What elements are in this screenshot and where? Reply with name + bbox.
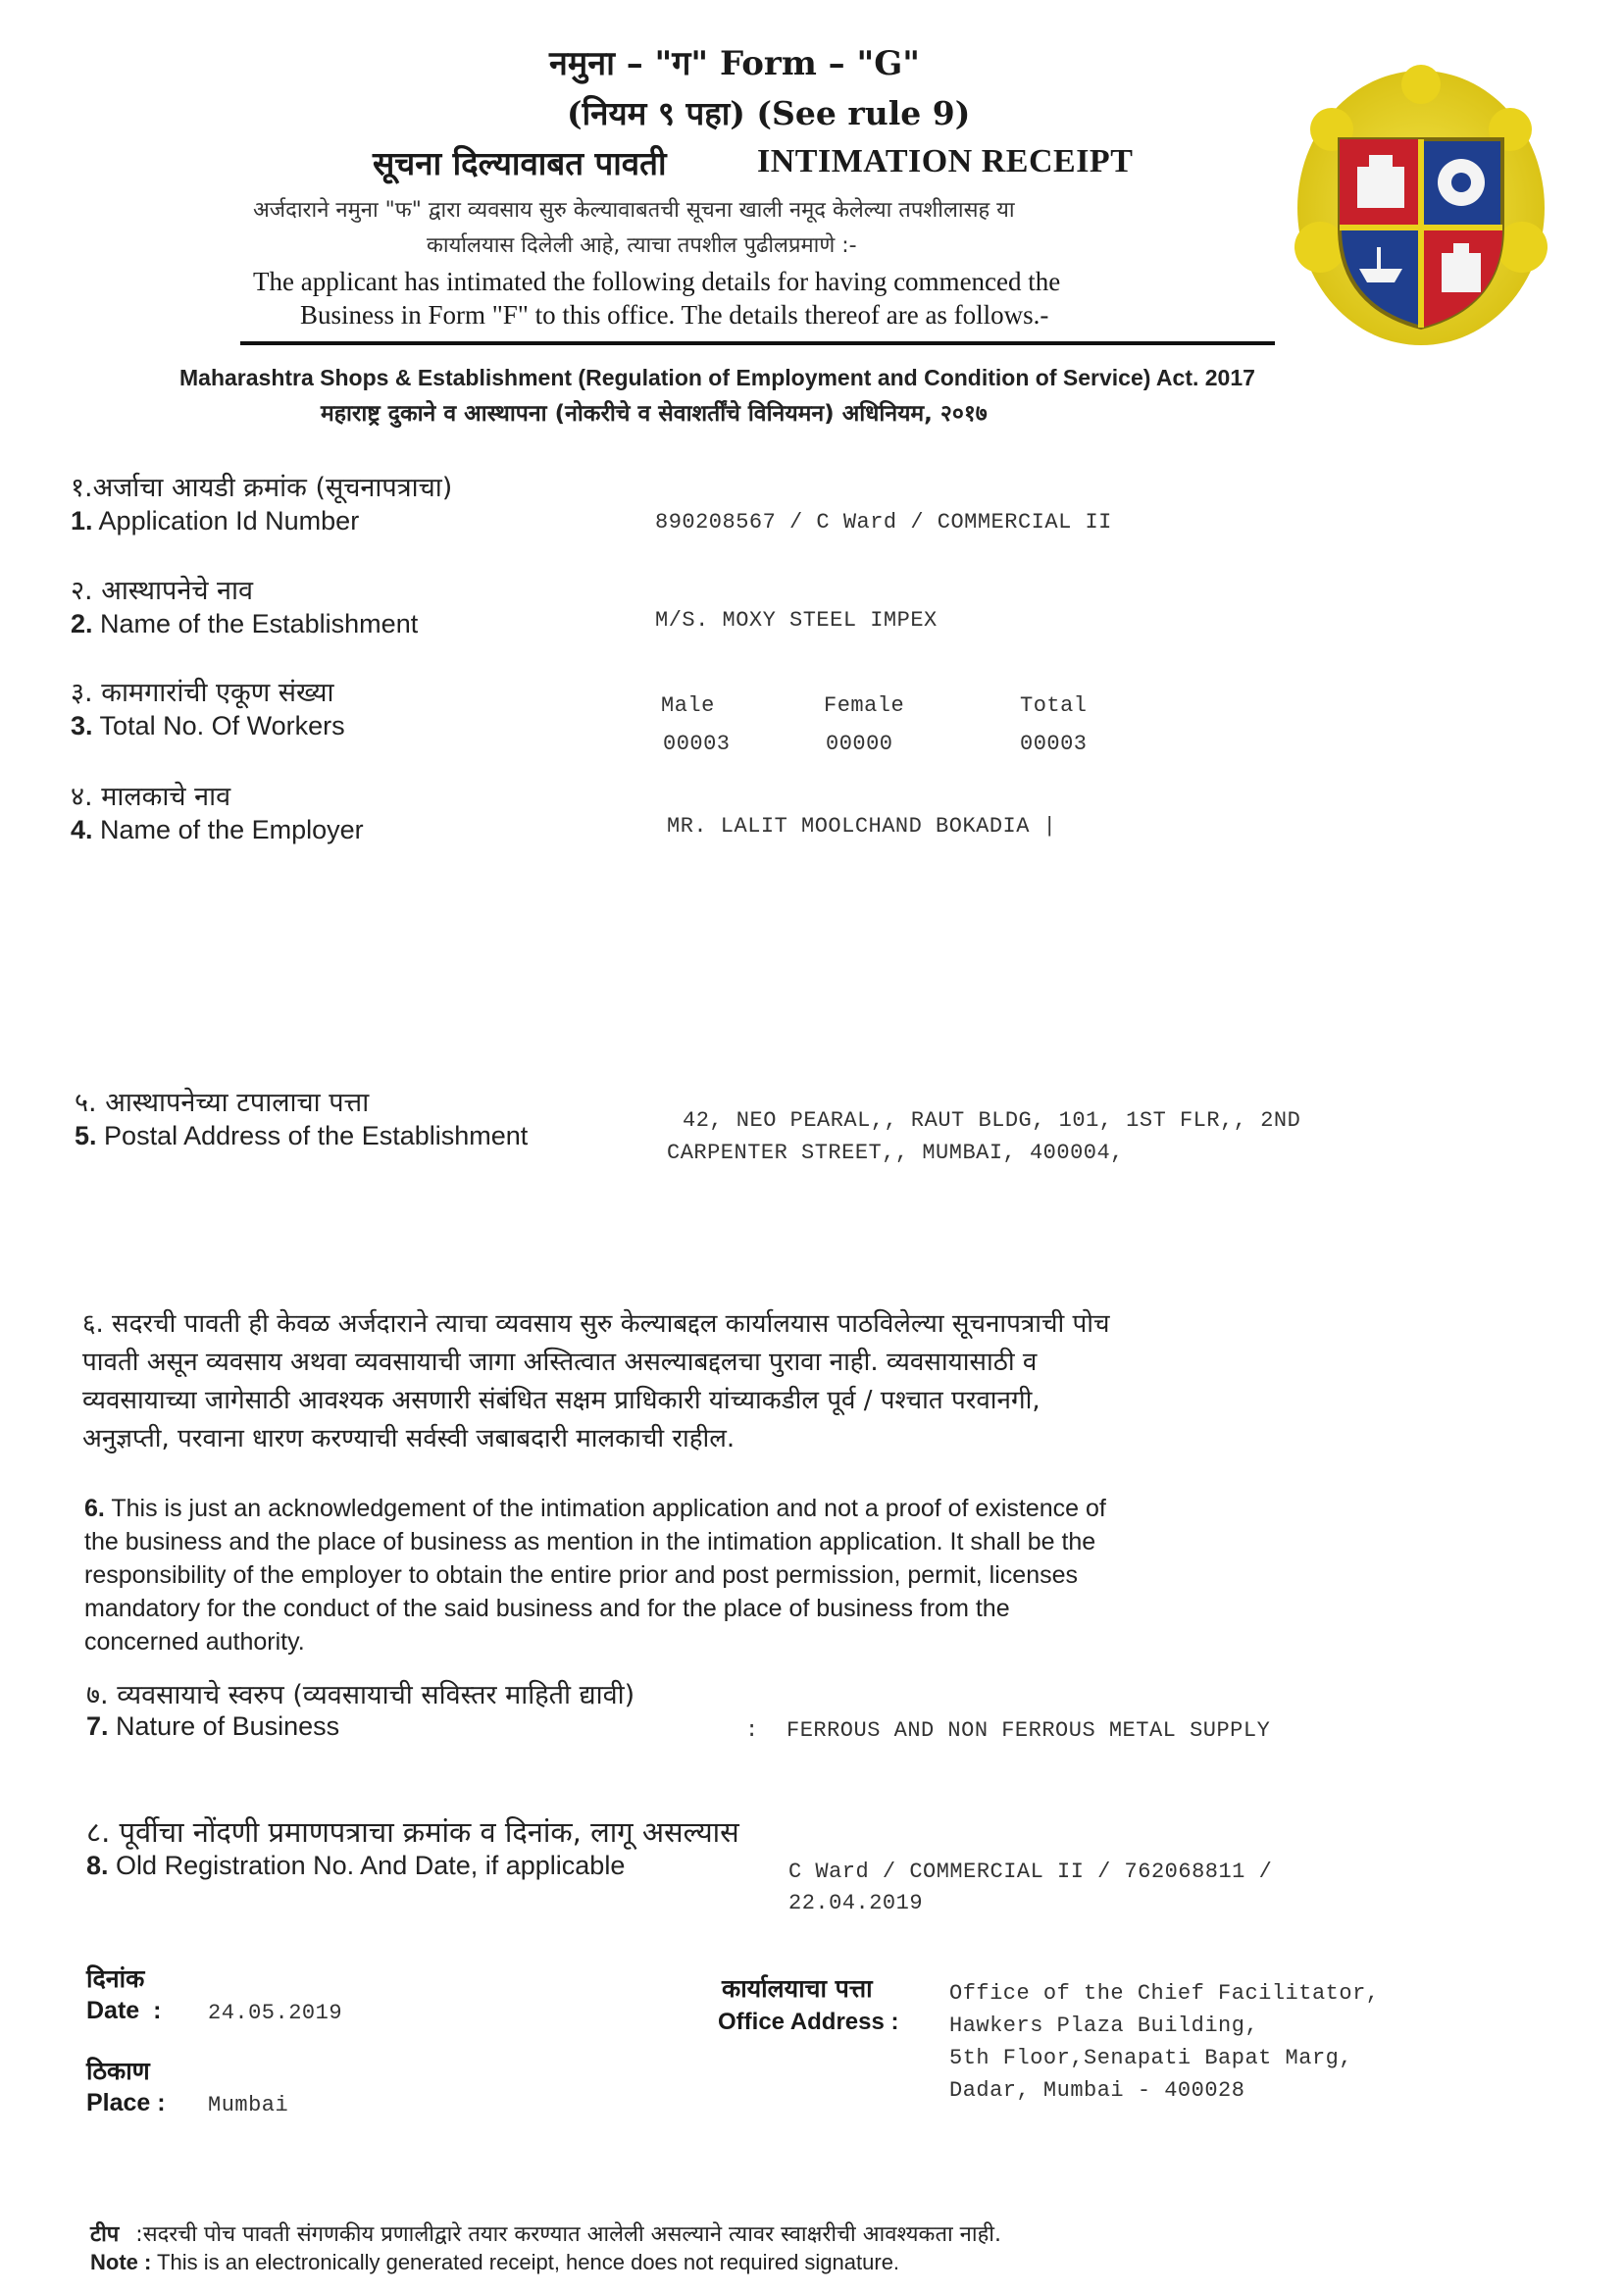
date-label-marathi: दिनांक [86, 1964, 145, 1993]
intro-marathi-1: अर्जदाराने नमुना "फ" द्वारा व्यवसाय सुरु केल्यावाबतची सूचना खाली नमूद केलेल्या तपशीलासह या [253, 198, 1015, 223]
field-3-label-text: Total No. Of Workers [99, 711, 345, 740]
field-2-label-marathi: २. आस्थापनेचे नाव [71, 576, 254, 606]
employer-name-value: MR. LALIT MOOLCHAND BOKADIA | [667, 814, 1057, 839]
field-1-label-marathi: १.अर्जाचा आयडी क्रमांक (सूचनापत्राचा) [71, 473, 453, 503]
field-4-label-marathi: ४. मालकाचे नाव [71, 782, 231, 812]
intro-english-1: The applicant has intimated the following details for having commenced the [253, 267, 1061, 296]
form-line: नमुना – "ग" Form – "G" [549, 44, 920, 83]
male-count: 00003 [663, 732, 731, 756]
disclaimer-marathi-3: व्यवसायाच्या जागेसाठी आवश्यक असणारी संबंधित सक्षम प्राधिकारी यांच्याकडील पूर्व / पश्चात परवानगी, [82, 1386, 1040, 1415]
note-english-text: This is an electronically generated receipt, hence does not required signature. [157, 2250, 900, 2274]
note-marathi-text: :सदरची पोच पावती संगणकीय प्रणालीद्वारे तयार करण्यात आलेली असल्याने त्यावर स्वाक्षरीची आवश्यकता नाही. [135, 2222, 1001, 2247]
application-id-value: 890208567 / C Ward / COMMERCIAL II [655, 510, 1112, 535]
field-6-number: 6. [84, 1495, 105, 1522]
office-address-line-1: Office of the Chief Facilitator, [949, 1981, 1380, 2006]
disclaimer-marathi-1: ६. सदरची पावती ही केवळ अर्जदाराने त्याचा व्यवसाय सुरु केल्याबद्दल कार्यालयास पाठविलेल्या सूचनापत्राची पोच [82, 1309, 1110, 1339]
postal-address-line-1: 42, NEO PEARAL,, RAUT BLDG, 101, 1ST FLR,, 2ND [683, 1108, 1301, 1133]
bmc-emblem [1293, 61, 1549, 355]
total-count: 00003 [1020, 732, 1088, 756]
field-4-number: 4. [71, 815, 93, 844]
nature-of-business-value: FERROUS AND NON FERROUS METAL SUPPLY [787, 1718, 1271, 1743]
old-registration-line-1: C Ward / COMMERCIAL II / 762068811 / [788, 1860, 1273, 1884]
disclaimer-english-1 [84, 1493, 1106, 1525]
place-label: Place : [86, 2089, 166, 2116]
field-8-number: 8. [86, 1851, 109, 1880]
field-7-label-marathi: ७. व्यवसायाचे स्वरुप (व्यवसायाची सविस्तर माहिती द्यावी) [86, 1680, 635, 1710]
field-7-label-text: Nature of Business [116, 1711, 340, 1741]
field-7-colon: : [745, 1718, 759, 1743]
office-address-label: Office Address : [718, 2009, 899, 2035]
field-7-label [86, 1711, 339, 1742]
intro-marathi-2: कार्यालयास दिलेली आहे, त्याचा तपशील पुढीलप्रमाणे :- [427, 233, 857, 258]
page-title-marathi: सूचना दिल्यावाबत पावती [373, 144, 667, 182]
header-divider [240, 341, 1275, 345]
note-english [90, 2250, 899, 2275]
note-english-label: Note : [90, 2250, 152, 2274]
field-1-label [71, 506, 359, 536]
disclaimer-english-3: responsibility of the employer to obtain the entire prior and post permission, permit, licenses [84, 1561, 1079, 1589]
place-value: Mumbai [208, 2093, 289, 2117]
date-value: 24.05.2019 [208, 2001, 343, 2025]
field-4-label-text: Name of the Employer [100, 815, 364, 844]
date-label: Date : [86, 1997, 162, 2024]
field-7-number: 7. [86, 1711, 109, 1741]
disclaimer-english-2: the business and the place of business as mention in the intimation application. It shall be the [84, 1528, 1096, 1555]
field-2-label-text: Name of the Establishment [100, 609, 419, 638]
postal-address-line-2: CARPENTER STREET,, MUMBAI, 400004, [667, 1141, 1124, 1165]
female-label: Female [824, 693, 905, 718]
total-label: Total [1020, 693, 1088, 718]
field-3-label [71, 711, 345, 741]
act-title-marathi: महाराष्ट्र दुकाने व आस्थापना (नोकरीचे व सेवाशर्तींचे विनियमन) अधिनियम, २०१७ [321, 401, 988, 427]
office-address-line-3: 5th Floor,Senapati Bapat Marg, [949, 2046, 1353, 2070]
old-registration-line-2: 22.04.2019 [788, 1891, 924, 1915]
field-1-number: 1. [71, 506, 93, 535]
disclaimer-english-1-text: This is just an acknowledgement of the intimation application and not a proof of existence of [104, 1495, 1106, 1522]
field-8-label-text: Old Registration No. And Date, if applicable [116, 1851, 626, 1880]
page-title: INTIMATION RECEIPT [757, 143, 1134, 179]
establishment-name-value: M/S. MOXY STEEL IMPEX [655, 608, 938, 633]
place-label-marathi: ठिकाण [86, 2057, 150, 2085]
field-3-number: 3. [71, 711, 93, 740]
field-1-label-text: Application Id Number [98, 506, 360, 535]
act-title-english: Maharashtra Shops & Establishment (Regulation of Employment and Condition of Service) Act. 2017 [179, 365, 1255, 390]
intro-english-2: Business in Form "F" to this office. The details thereof are as follows.- [300, 300, 1049, 330]
field-5-number: 5. [75, 1121, 97, 1150]
disclaimer-marathi-4: अनुज्ञप्ती, परवाना धारण करण्याची सर्वस्वी जबाबदारी मालकाची राहील. [82, 1424, 736, 1453]
office-address-line-4: Dadar, Mumbai - 400028 [949, 2078, 1245, 2103]
office-address-line-2: Hawkers Plaza Building, [949, 2014, 1259, 2038]
field-5-label-marathi: ५. आस्थापनेच्या टपालाचा पत्ता [75, 1088, 370, 1118]
field-5-label-text: Postal Address of the Establishment [104, 1121, 529, 1150]
female-count: 00000 [826, 732, 893, 756]
disclaimer-marathi-2: पावती असून व्यवसाय अथवा व्यवसायाची जागा अस्तित्वात असल्याबद्दलचा पुरावा नाही. व्यवसायासाठी व [82, 1348, 1038, 1377]
office-address-label-marathi: कार्यालयाचा पत्ता [722, 1974, 873, 2003]
field-8-label-marathi: ८. पूर्वीचा नोंदणी प्रमाणपत्राचा क्रमांक व दिनांक, लागू असल्यास [86, 1815, 739, 1849]
note-marathi-label: टीप [90, 2222, 120, 2247]
note-marathi [90, 2218, 1001, 2248]
field-5-label [75, 1121, 528, 1151]
male-label: Male [661, 693, 715, 718]
field-4-label [71, 815, 364, 845]
disclaimer-english-4: mandatory for the conduct of the said business and for the place of business from the [84, 1595, 1010, 1622]
field-8-label [86, 1851, 625, 1881]
disclaimer-english-5: concerned authority. [84, 1628, 305, 1656]
rule-line: (नियम ९ पहा) (See rule 9) [567, 94, 971, 132]
field-2-label [71, 609, 418, 639]
field-2-number: 2. [71, 609, 93, 638]
field-3-label-marathi: ३. कामगारांची एकूण संख्या [71, 678, 334, 708]
